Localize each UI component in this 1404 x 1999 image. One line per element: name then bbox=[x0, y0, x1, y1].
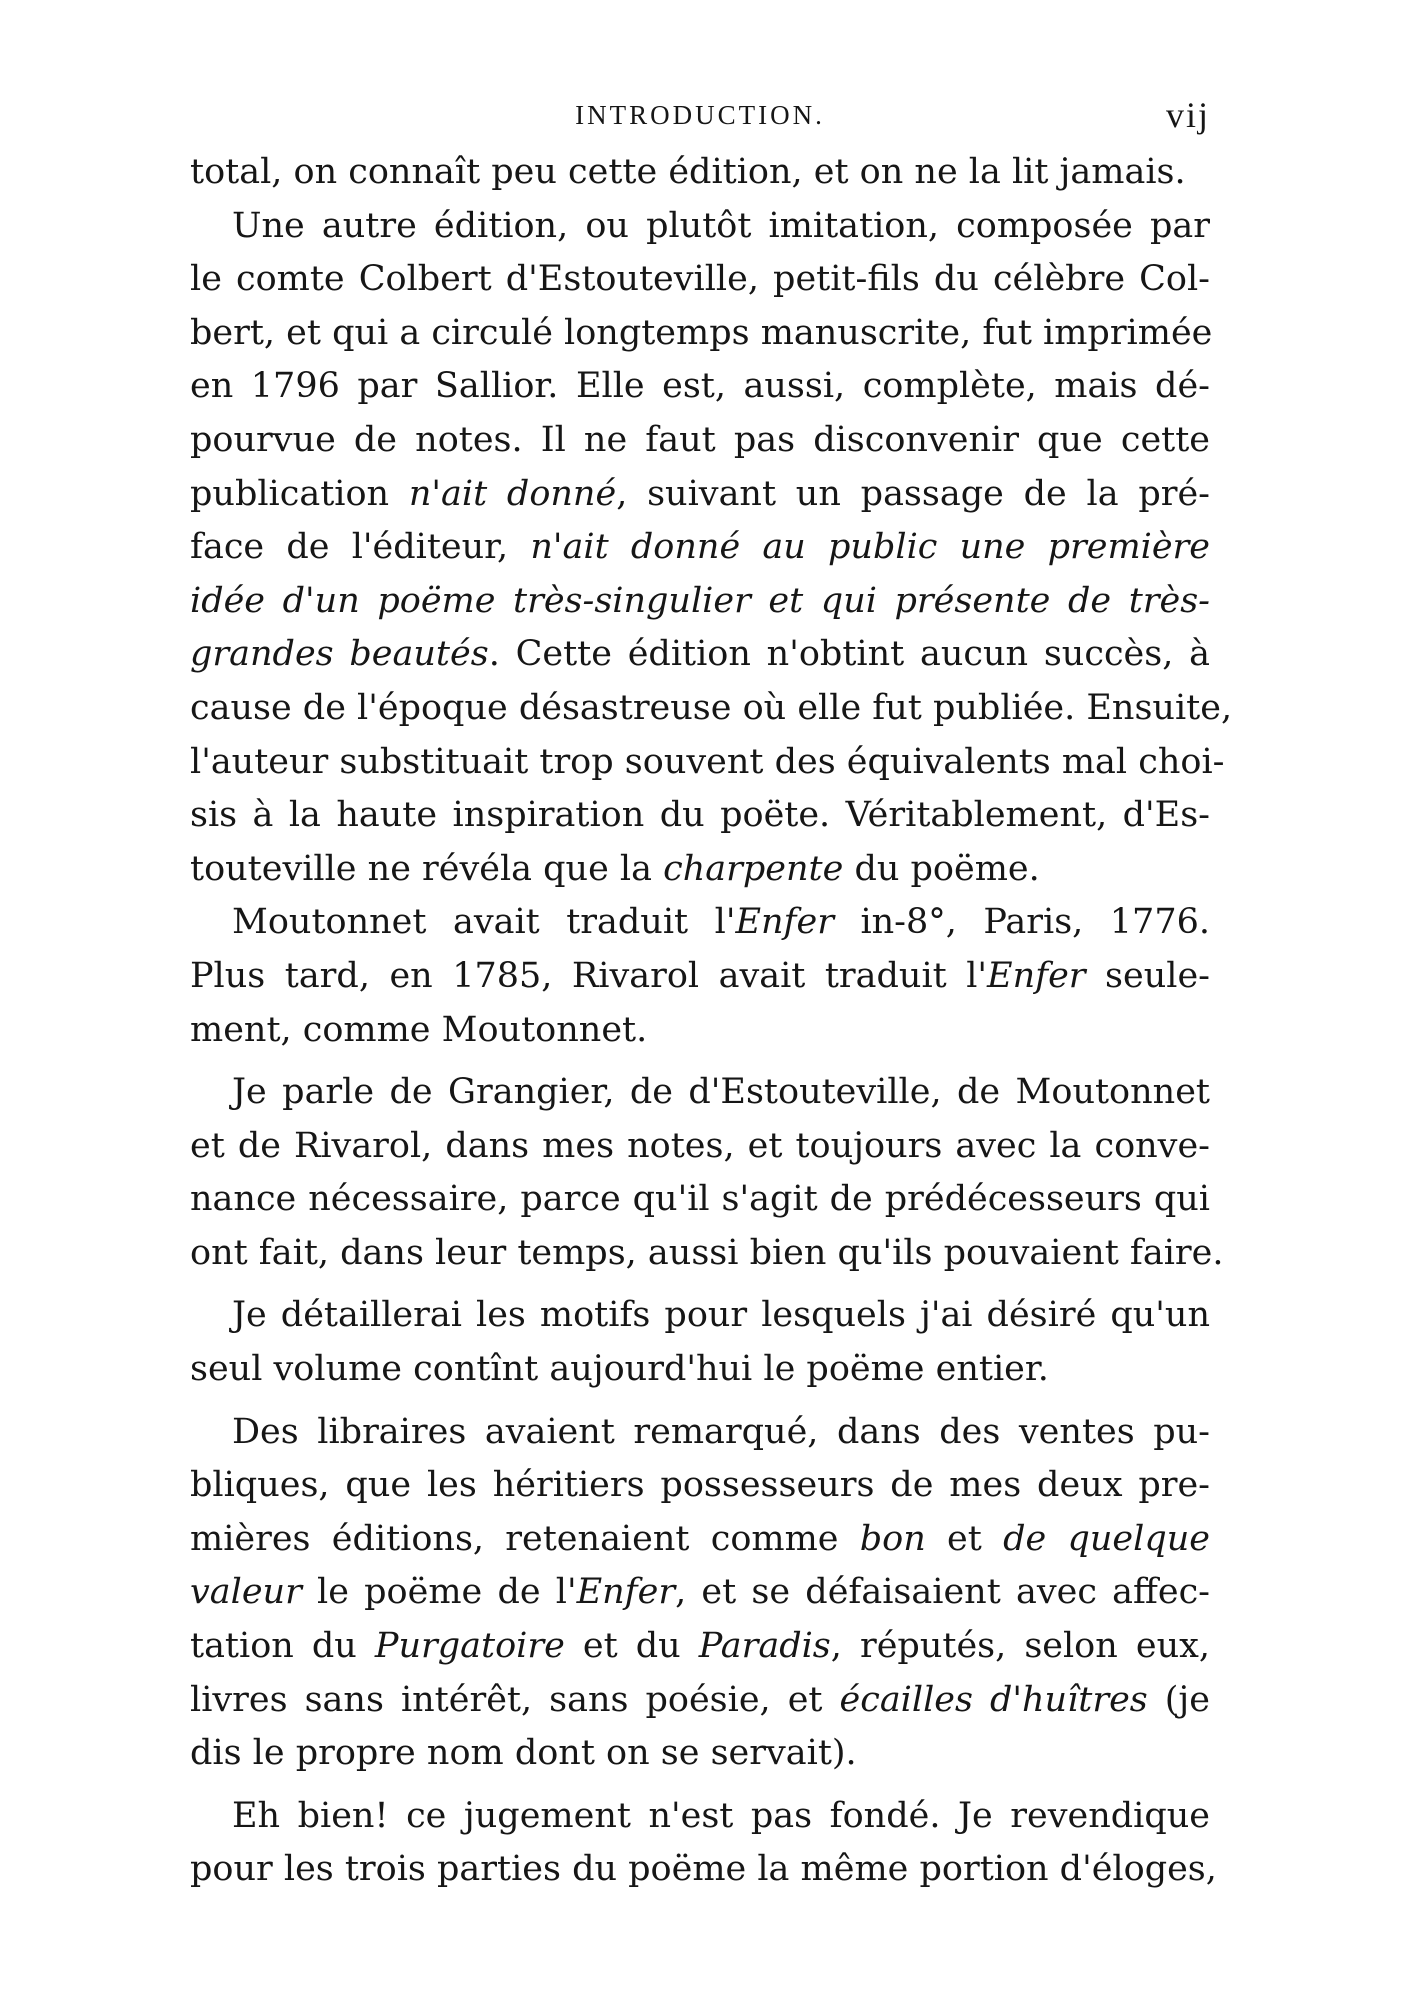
paragraph bbox=[190, 1289, 1210, 1396]
text-run: face de l'éditeur, bbox=[190, 527, 531, 568]
paragraph bbox=[190, 146, 1210, 200]
text-run: , suivant un passage de la pré- bbox=[616, 473, 1211, 514]
text-line bbox=[190, 146, 1210, 200]
text-line bbox=[190, 1727, 1210, 1781]
text-line bbox=[190, 307, 1213, 361]
text-run: Je parle de Grangier, de d'Estouteville, de Moutonnet bbox=[232, 1072, 1210, 1113]
paragraph bbox=[190, 200, 1233, 897]
text-run: seul volume contînt aujourd'hui le poëme entier. bbox=[190, 1349, 1049, 1390]
text-line bbox=[190, 1066, 1210, 1120]
text-line bbox=[190, 1513, 1210, 1567]
text-line bbox=[190, 896, 1210, 950]
italic-text: n'ait donné au public une première bbox=[530, 527, 1210, 568]
text-line bbox=[190, 736, 1225, 790]
text-run: pourvue de notes. Il ne faut pas disconvenir que cette bbox=[190, 419, 1210, 460]
italic-text: n'ait donné bbox=[408, 473, 617, 514]
text-line bbox=[190, 253, 1210, 307]
text-run: sis à la haute inspiration du poëte. Véritablement, d'Es- bbox=[190, 795, 1210, 836]
paragraph bbox=[190, 1406, 1210, 1781]
text-run: (je bbox=[1147, 1679, 1210, 1720]
text-run: et bbox=[925, 1518, 1004, 1559]
body-text bbox=[190, 146, 1233, 1897]
page-number: vij bbox=[1165, 95, 1210, 135]
paragraph-gap bbox=[190, 1781, 1210, 1790]
italic-text: bon bbox=[859, 1518, 926, 1559]
italic-text: valeur bbox=[190, 1572, 302, 1613]
text-line bbox=[190, 1843, 1217, 1897]
text-run: in-8°, Paris, 1776. bbox=[833, 902, 1210, 943]
text-run: mières éditions, retenaient comme bbox=[190, 1518, 860, 1559]
text-run: seule- bbox=[1085, 955, 1210, 996]
paragraph-gap bbox=[190, 1397, 1210, 1406]
italic-text: idée d'un poëme très-singulier et qui présente de très- bbox=[190, 580, 1210, 621]
text-line bbox=[190, 1674, 1210, 1728]
text-run: , réputés, selon eux, bbox=[830, 1626, 1210, 1667]
text-line bbox=[190, 575, 1210, 629]
text-run: et de Rivarol, dans mes notes, et toujours avec la conve- bbox=[190, 1125, 1210, 1166]
text-line bbox=[190, 789, 1210, 843]
text-run: bert, et qui a circulé longtemps manuscrite, fut imprimée bbox=[190, 312, 1213, 353]
text-run: ont fait, dans leur temps, aussi bien qu'ils pouvaient faire. bbox=[190, 1232, 1224, 1273]
text-line bbox=[190, 1459, 1210, 1513]
paragraph bbox=[190, 896, 1210, 1057]
text-line bbox=[190, 1227, 1224, 1281]
text-run: . Cette édition n'obtint aucun succès, à bbox=[488, 634, 1211, 675]
text-run: en 1796 par Sallior. Elle est, aussi, complète, mais dé- bbox=[190, 366, 1210, 407]
text-line bbox=[190, 950, 1210, 1004]
text-run: ment, comme Moutonnet. bbox=[190, 1009, 648, 1050]
text-line bbox=[190, 1343, 1210, 1397]
text-line bbox=[190, 1173, 1210, 1227]
text-run: , et se défaisaient avec affec- bbox=[675, 1572, 1210, 1613]
text-line bbox=[190, 360, 1210, 414]
text-line bbox=[190, 414, 1210, 468]
page-header bbox=[190, 96, 1210, 136]
paragraph-gap bbox=[190, 1280, 1210, 1289]
text-run: Plus tard, en 1785, Rivarol avait traduit l' bbox=[190, 955, 988, 996]
italic-text: Enfer bbox=[735, 902, 834, 943]
text-run: tation du bbox=[190, 1626, 375, 1667]
text-line bbox=[190, 1406, 1210, 1460]
text-run: bliques, que les héritiers possesseurs de mes deux pre- bbox=[190, 1465, 1210, 1506]
text-run: dis le propre nom dont on se servait). bbox=[190, 1733, 857, 1774]
text-run: nance nécessaire, parce qu'il s'agit de prédécesseurs qui bbox=[190, 1179, 1210, 1220]
text-run: Des libraires avaient remarqué, dans des ventes pu- bbox=[232, 1411, 1210, 1452]
text-run: pour les trois parties du poëme la même portion d'éloges, bbox=[190, 1849, 1217, 1890]
paragraph bbox=[190, 1790, 1217, 1897]
text-run: Je détaillerai les motifs pour lesquels j'ai désiré qu'un bbox=[232, 1295, 1210, 1336]
text-run: touteville ne révéla que la bbox=[190, 848, 664, 889]
italic-text: Purgatoire bbox=[374, 1626, 565, 1667]
paragraph-gap bbox=[190, 1057, 1210, 1066]
text-run: Eh bien! ce jugement n'est pas fondé. Je revendique bbox=[232, 1795, 1210, 1836]
text-run: publication bbox=[190, 473, 409, 514]
text-line bbox=[190, 1289, 1210, 1343]
text-run: Moutonnet avait traduit l' bbox=[232, 902, 736, 943]
text-line bbox=[190, 521, 1210, 575]
text-line bbox=[190, 682, 1233, 736]
italic-text: Paradis bbox=[698, 1626, 831, 1667]
italic-text: écailles d'huîtres bbox=[839, 1679, 1148, 1720]
italic-text: grandes beautés bbox=[190, 634, 489, 675]
text-run: et du bbox=[564, 1626, 699, 1667]
text-run: livres sans intérêt, sans poésie, et bbox=[190, 1679, 840, 1720]
text-line bbox=[190, 843, 1210, 897]
text-run: Une autre édition, ou plutôt imitation, composée par bbox=[232, 205, 1210, 246]
text-line bbox=[190, 1566, 1210, 1620]
text-run: cause de l'époque désastreuse où elle fut publiée. Ensuite, bbox=[190, 687, 1233, 728]
text-line bbox=[190, 200, 1210, 254]
text-run: du poëme. bbox=[843, 848, 1040, 889]
running-title: INTRODUCTION. bbox=[575, 100, 825, 130]
text-line bbox=[190, 1004, 1210, 1058]
text-run: le poëme de l' bbox=[301, 1572, 577, 1613]
text-run: l'auteur substituait trop souvent des équivalents mal choi- bbox=[190, 741, 1225, 782]
italic-text: charpente bbox=[663, 848, 844, 889]
text-line bbox=[190, 1620, 1210, 1674]
italic-text: Enfer bbox=[987, 955, 1086, 996]
text-line bbox=[190, 1790, 1210, 1844]
text-line bbox=[190, 628, 1210, 682]
text-line bbox=[190, 468, 1210, 522]
text-run: le comte Colbert d'Estouteville, petit-fils du célèbre Col- bbox=[190, 259, 1210, 300]
italic-text: Enfer bbox=[576, 1572, 676, 1613]
text-run: total, on connaît peu cette édition, et on ne la lit jamais. bbox=[190, 152, 1186, 192]
text-line bbox=[190, 1120, 1210, 1174]
paragraph bbox=[190, 1066, 1224, 1280]
italic-text: de quelque bbox=[1003, 1518, 1210, 1559]
